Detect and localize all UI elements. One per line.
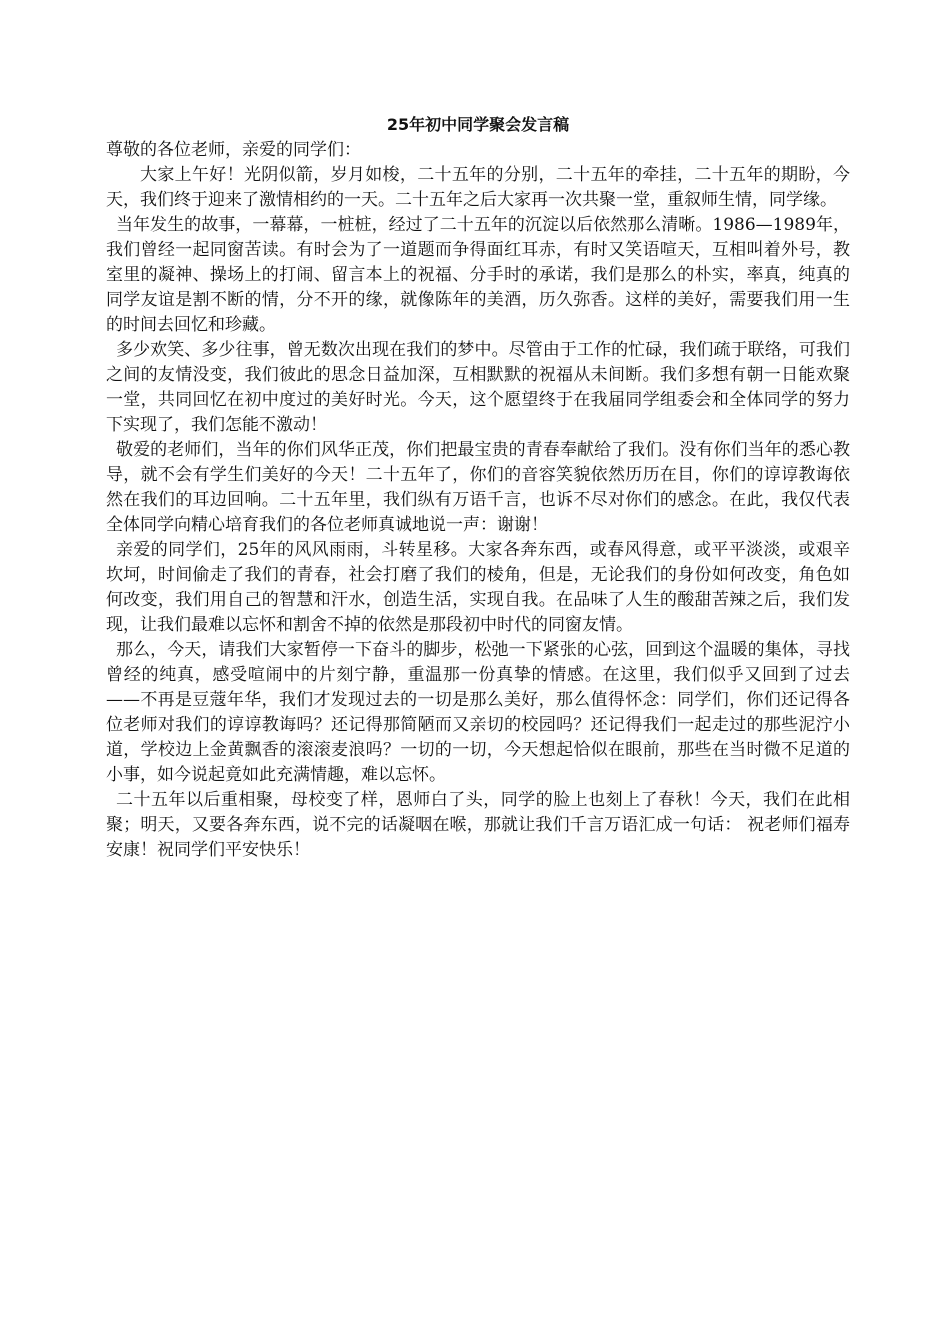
salutation: 尊敬的各位老师，亲爱的同学们： [106, 140, 361, 160]
paragraph-closing: 二十五年以后重相聚，母校变了样，恩师白了头，同学的脸上也刻上了春秋！今天，我们在此相聚；明天，又要各奔东西，说不完的话凝咽在喉，那就让我们千言万语汇成一句话： 祝老师们福寿安康！祝同学们平安快乐！ [106, 790, 850, 860]
paragraph-greeting: 大家上午好！光阴似箭，岁月如梭，二十五年的分别，二十五年的牵挂，二十五年的期盼，今天，我们终于迎来了激情相约的一天。二十五年之后大家再一次共聚一堂，重叙师生情，同学缘。 [106, 165, 850, 210]
paragraph-memories: 当年发生的故事，一幕幕，一桩桩，经过了二十五年的沉淀以后依然那么清晰。1986—1989年，我们曾经一起同窗苦读。有时会为了一道题而争得面红耳赤，有时又笑语喧天，互相叫着外号，教室里的凝神、操场上的打闹、留言本上的祝福、分手时的承诺，我们是那么的朴实，率真，纯真的同学友谊是割不断的情，分不开的缘，就像陈年的美酒，历久弥香。这样的美好，需要我们用一生的时间去回忆和珍藏。 [106, 215, 850, 335]
paragraph-teachers: 敬爱的老师们，当年的你们风华正茂，你们把最宝贵的青春奉献给了我们。没有你们当年的悉心教导，就不会有学生们美好的今天！二十五年了，你们的音容笑貌依然历历在目，你们的谆谆教诲依然在我们的耳边回响。二十五年里，我们纵有万语千言，也诉不尽对你们的感念。在此，我仅代表全体同学向精心培育我们的各位老师真诚地说一声：谢谢！ [106, 440, 850, 535]
document-page [106, 112, 850, 863]
paragraph-reflection: 那么，今天，请我们大家暂停一下奋斗的脚步，松弛一下紧张的心弦，回到这个温暖的集体，寻找曾经的纯真，感受喧闹中的片刻宁静，重温那一份真挚的情感。在这里，我们似乎又回到了过去——不再是豆蔻年华，我们才发现过去的一切是那么美好，那么值得怀念：同学们，你们还记得各位老师对我们的谆谆教诲吗？还记得那简陋而又亲切的校园吗？还记得我们一起走过的那些泥泞小道，学校边上金黄飘香的滚滚麦浪吗？一切的一切，今天想起恰似在眼前，那些在当时微不足道的小事，如今说起竟如此充满情趣，难以忘怀。 [106, 640, 850, 785]
paragraph-friendship: 多少欢笑、多少往事，曾无数次出现在我们的梦中。尽管由于工作的忙碌，我们疏于联络，可我们之间的友情没变，我们彼此的思念日益加深，互相默默的祝福从未间断。我们多想有朝一日能欢聚一堂，共同回忆在初中度过的美好时光。今天，这个愿望终于在我届同学组委会和全体同学的努力下实现了，我们怎能不激动！ [106, 340, 850, 435]
paragraph-classmates: 亲爱的同学们，25年的风风雨雨，斗转星移。大家各奔东西，或春风得意，或平平淡淡，或艰辛坎坷，时间偷走了我们的青春，社会打磨了我们的棱角，但是，无论我们的身份如何改变，角色如何改变，我们用自己的智慧和汗水，创造生活，实现自我。在品味了人生的酸甜苦辣之后，我们发现，让我们最难以忘怀和割舍不掉的依然是那段初中时代的同窗友情。 [106, 540, 850, 635]
document-title: 25年初中同学聚会发言稿 [386, 115, 570, 134]
